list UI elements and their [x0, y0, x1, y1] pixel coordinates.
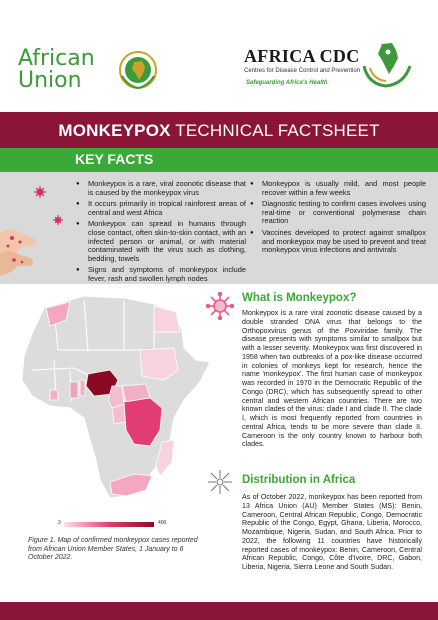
hands-with-lesions-illustration-icon	[0, 172, 70, 284]
key-fact-item: ● Monkeypox is usually mild, and most people recover within a few weeks	[250, 180, 426, 197]
key-fact-item: ● Vaccines developed to protect against smallpox and monkeypox may be used to prevent and treat monkeypox virus infections and antivirals	[250, 229, 426, 255]
country-liberia	[50, 390, 58, 400]
key-facts-heading: KEY FACTS	[75, 151, 154, 167]
country-congo	[112, 404, 126, 424]
country-egypt	[154, 306, 180, 332]
key-fact-item: ● Monkeypox is a rare, viral zoonotic disease that is caused by the monkeypox virus	[76, 180, 246, 197]
what-is-body: Monkeypox is a rare viral zoonotic disease caused by a double stranded DNA virus that belongs to the Orthopoxvirus genus of the Poxviridae family. The disease presents with symptoms similar to smallpox but with a lesser severity. Monkeypox was first discovered in 1958 when two outbreaks of a pox-like disease occurred in colonies of monkeys kept for research, hence the name 'monkeypox'. The first human case of monkeypox was recorded in 1970 in the Democratic Republic of the Congo (DRC), which has subsequently spread to other central and western African countries. There are two known clades of the virus: clade I and clade II. The clade I, which is most frequently reported from countries in central Africa, tends to be more severe than clade II. Cameroon is the only country known to harbour both clades.	[242, 309, 422, 449]
africa-cdc-emblem-icon	[356, 38, 416, 90]
page-title: MONKEYPOX TECHNICAL FACTSHEET	[58, 121, 380, 140]
footer-bar	[0, 602, 438, 620]
distribution-heading: Distribution in Africa	[242, 474, 356, 486]
legend-max-label: 400	[158, 520, 167, 526]
key-fact-item: ● Signs and symptoms of monkeypox include fever, rash and swollen lymph nodes	[76, 266, 246, 283]
header	[0, 0, 438, 112]
key-fact-item: ● It occurs primarily in tropical rainforest areas of central and west Africa	[76, 200, 246, 217]
what-is-heading: What is Monkeypox?	[242, 292, 357, 304]
key-facts-panel	[0, 172, 438, 284]
cdc-title: AFRICA CDC	[244, 46, 360, 66]
legend-min-label: 3	[58, 520, 61, 526]
cdc-subtitle: Centres for Disease Control and Prevention	[244, 68, 361, 74]
african-union-logo	[18, 48, 168, 98]
africa-cdc-logo	[244, 46, 424, 102]
african-union-wordmark: African Union	[18, 46, 95, 93]
map-caption: Figure 1. Map of confirmed monkeypox cases reported from African Union Member States, 1 January to 6 October 2022.	[28, 537, 198, 562]
key-facts-right-column	[250, 180, 426, 258]
distribution-icon	[206, 468, 234, 496]
virus-icon	[206, 292, 234, 320]
distribution-body: As of October 2022, monkeypox has been reported from 13 Africa Union (AU) Member States (MS): Benin, Cameroon, Central African Republic, Congo, Democratic Republic of the Congo, Egypt, Ghana, Liberia, Morocco, Mozambique, Nigeria, Sudan, and South Africa. Prior to 2022, the following 11 countries have historically reported cases of monkeypox: Benin, Cameroon, Central African Republic, Congo, Côte d'Ivoire, DRC, Gabon, Liberia, Nigeria, Sierra Leone and South Sudan.	[242, 493, 422, 571]
country-benin	[80, 380, 85, 396]
key-fact-item: ● Diagnostic testing to confirm cases involves using real-time or conventional polymerase chain reaction	[250, 200, 426, 226]
map-legend	[60, 521, 175, 528]
key-facts-bar	[0, 148, 438, 172]
country-ghana	[70, 382, 78, 398]
legend-color-scale	[64, 522, 154, 527]
african-union-emblem-icon	[118, 50, 158, 90]
key-fact-item: ● Monkeypox can spread in humans through close contact, often skin-to-skin contact, with an infected person or animal, or with material contaminated with the virus such as clothing, bedding, towels	[76, 220, 246, 263]
africa-cases-map	[14, 290, 214, 510]
key-facts-left-column	[76, 180, 246, 287]
cdc-tagline: Safeguarding Africa's Health	[246, 80, 328, 86]
